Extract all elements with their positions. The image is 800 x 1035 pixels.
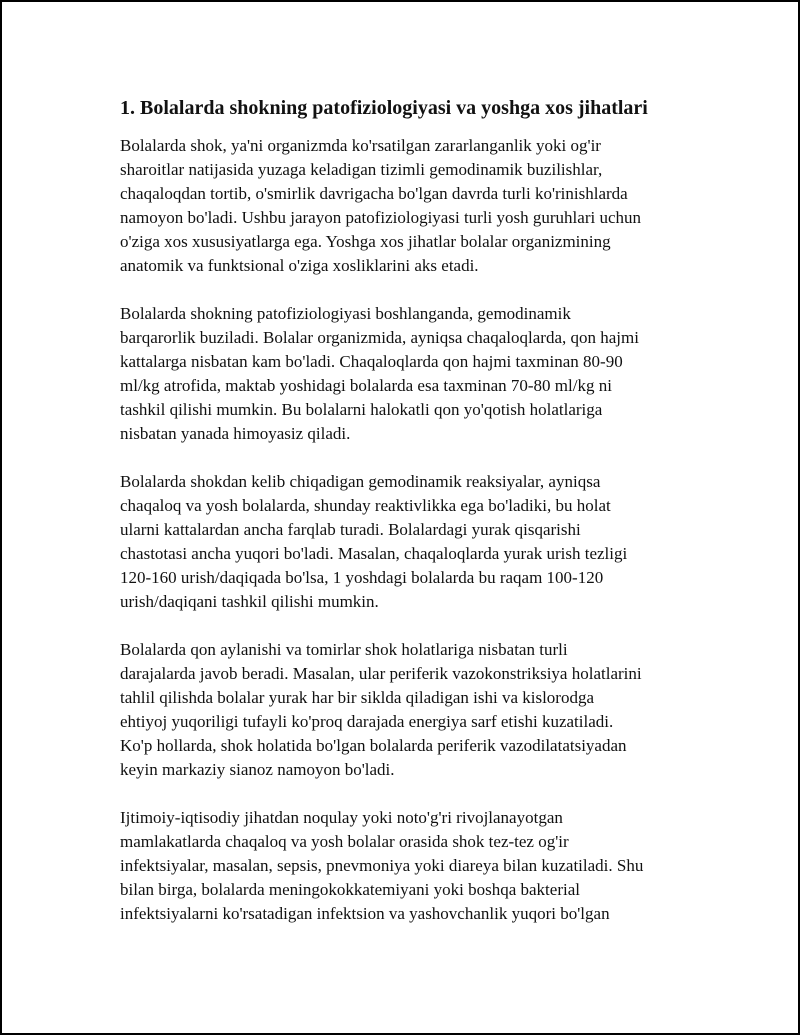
paragraph-line: Ijtimoiy-iqtisodiy jihatdan noqulay yoki noto'g'ri rivojlanayotgan — [120, 808, 563, 827]
document-body — [120, 94, 700, 950]
paragraph-5 — [120, 806, 700, 926]
paragraph-line: namoyon bo'ladi. Ushbu jarayon patofiziologiyasi turli yosh guruhlari uchun — [120, 208, 641, 227]
paragraph-3 — [120, 470, 700, 614]
paragraph-line: chaqaloq va yosh bolalarda, shunday reaktivlikka ega bo'ladiki, bu holat — [120, 496, 611, 515]
paragraph-line: nisbatan yanada himoyasiz qiladi. — [120, 424, 351, 443]
paragraph-line: bilan birga, bolalarda meningokokkatemiyani yoki boshqa bakterial — [120, 880, 580, 899]
paragraph-line: infektsiyalarni ko'rsatadigan infektsion va yashovchanlik yuqori bo'lgan — [120, 904, 610, 923]
paragraph-line: darajalarda javob beradi. Masalan, ular periferik vazokonstriksiya holatlarini — [120, 664, 642, 683]
paragraph-line: Ko'p hollarda, shok holatida bo'lgan bolalarda periferik vazodilatatsiyadan — [120, 736, 627, 755]
paragraph-line: keyin markaziy sianoz namoyon bo'ladi. — [120, 760, 395, 779]
paragraph-line: Bolalarda shok, ya'ni organizmda ko'rsatilgan zararlanganlik yoki og'ir — [120, 136, 601, 155]
paragraph-line: 120-160 urish/daqiqada bo'lsa, 1 yoshdagi bolalarda bu raqam 100-120 — [120, 568, 604, 587]
paragraph-line: ml/kg atrofida, maktab yoshidagi bolalarda esa taxminan 70-80 ml/kg ni — [120, 376, 612, 395]
paragraph-line: Bolalarda qon aylanishi va tomirlar shok holatlariga nisbatan turli — [120, 640, 568, 659]
paragraph-line: barqarorlik buziladi. Bolalar organizmida, ayniqsa chaqaloqlarda, qon hajmi — [120, 328, 639, 347]
paragraph-2 — [120, 302, 700, 446]
paragraph-line: sharoitlar natijasida yuzaga keladigan tizimli gemodinamik buzilishlar, — [120, 160, 603, 179]
paragraph-line: o'ziga xos xususiyatlarga ega. Yoshga xos jihatlar bolalar organizmining — [120, 232, 611, 251]
paragraph-1 — [120, 134, 700, 278]
paragraph-line: ehtiyoj yuqoriligi tufayli ko'proq darajada energiya sarf etishi kuzatiladi. — [120, 712, 614, 731]
paragraph-line: tashkil qilishi mumkin. Bu bolalarni halokatli qon yo'qotish holatlariga — [120, 400, 603, 419]
paragraph-line: urish/daqiqani tashkil qilishi mumkin. — [120, 592, 379, 611]
paragraph-line: chastotasi ancha yuqori bo'ladi. Masalan, chaqaloqlarda yurak urish tezligi — [120, 544, 628, 563]
paragraph-line: ularni kattalardan ancha farqlab turadi. Bolalardagi yurak qisqarishi — [120, 520, 581, 539]
section-heading: 1. Bolalarda shokning patofiziologiyasi va yoshga xos jihatlari — [120, 97, 648, 119]
paragraph-line: Bolalarda shokning patofiziologiyasi boshlanganda, gemodinamik — [120, 304, 571, 323]
paragraph-4 — [120, 638, 700, 782]
paragraph-line: Bolalarda shokdan kelib chiqadigan gemodinamik reaksiyalar, ayniqsa — [120, 472, 601, 491]
paragraph-line: tahlil qilishda bolalar yurak har bir siklda qiladigan ishi va kislorodga — [120, 688, 595, 707]
paragraph-line: kattalarga nisbatan kam bo'ladi. Chaqaloqlarda qon hajmi taxminan 80-90 — [120, 352, 623, 371]
paragraph-line: infektsiyalar, masalan, sepsis, pnevmoniya yoki diareya bilan kuzatiladi. Shu — [120, 856, 644, 875]
paragraph-line: chaqaloqdan tortib, o'smirlik davrigacha bo'lgan davrda turli ko'rinishlarda — [120, 184, 628, 203]
paragraph-line: anatomik va funktsional o'ziga xosliklarini aks etadi. — [120, 256, 479, 275]
paragraph-line: mamlakatlarda chaqaloq va yosh bolalar orasida shok tez-tez og'ir — [120, 832, 569, 851]
